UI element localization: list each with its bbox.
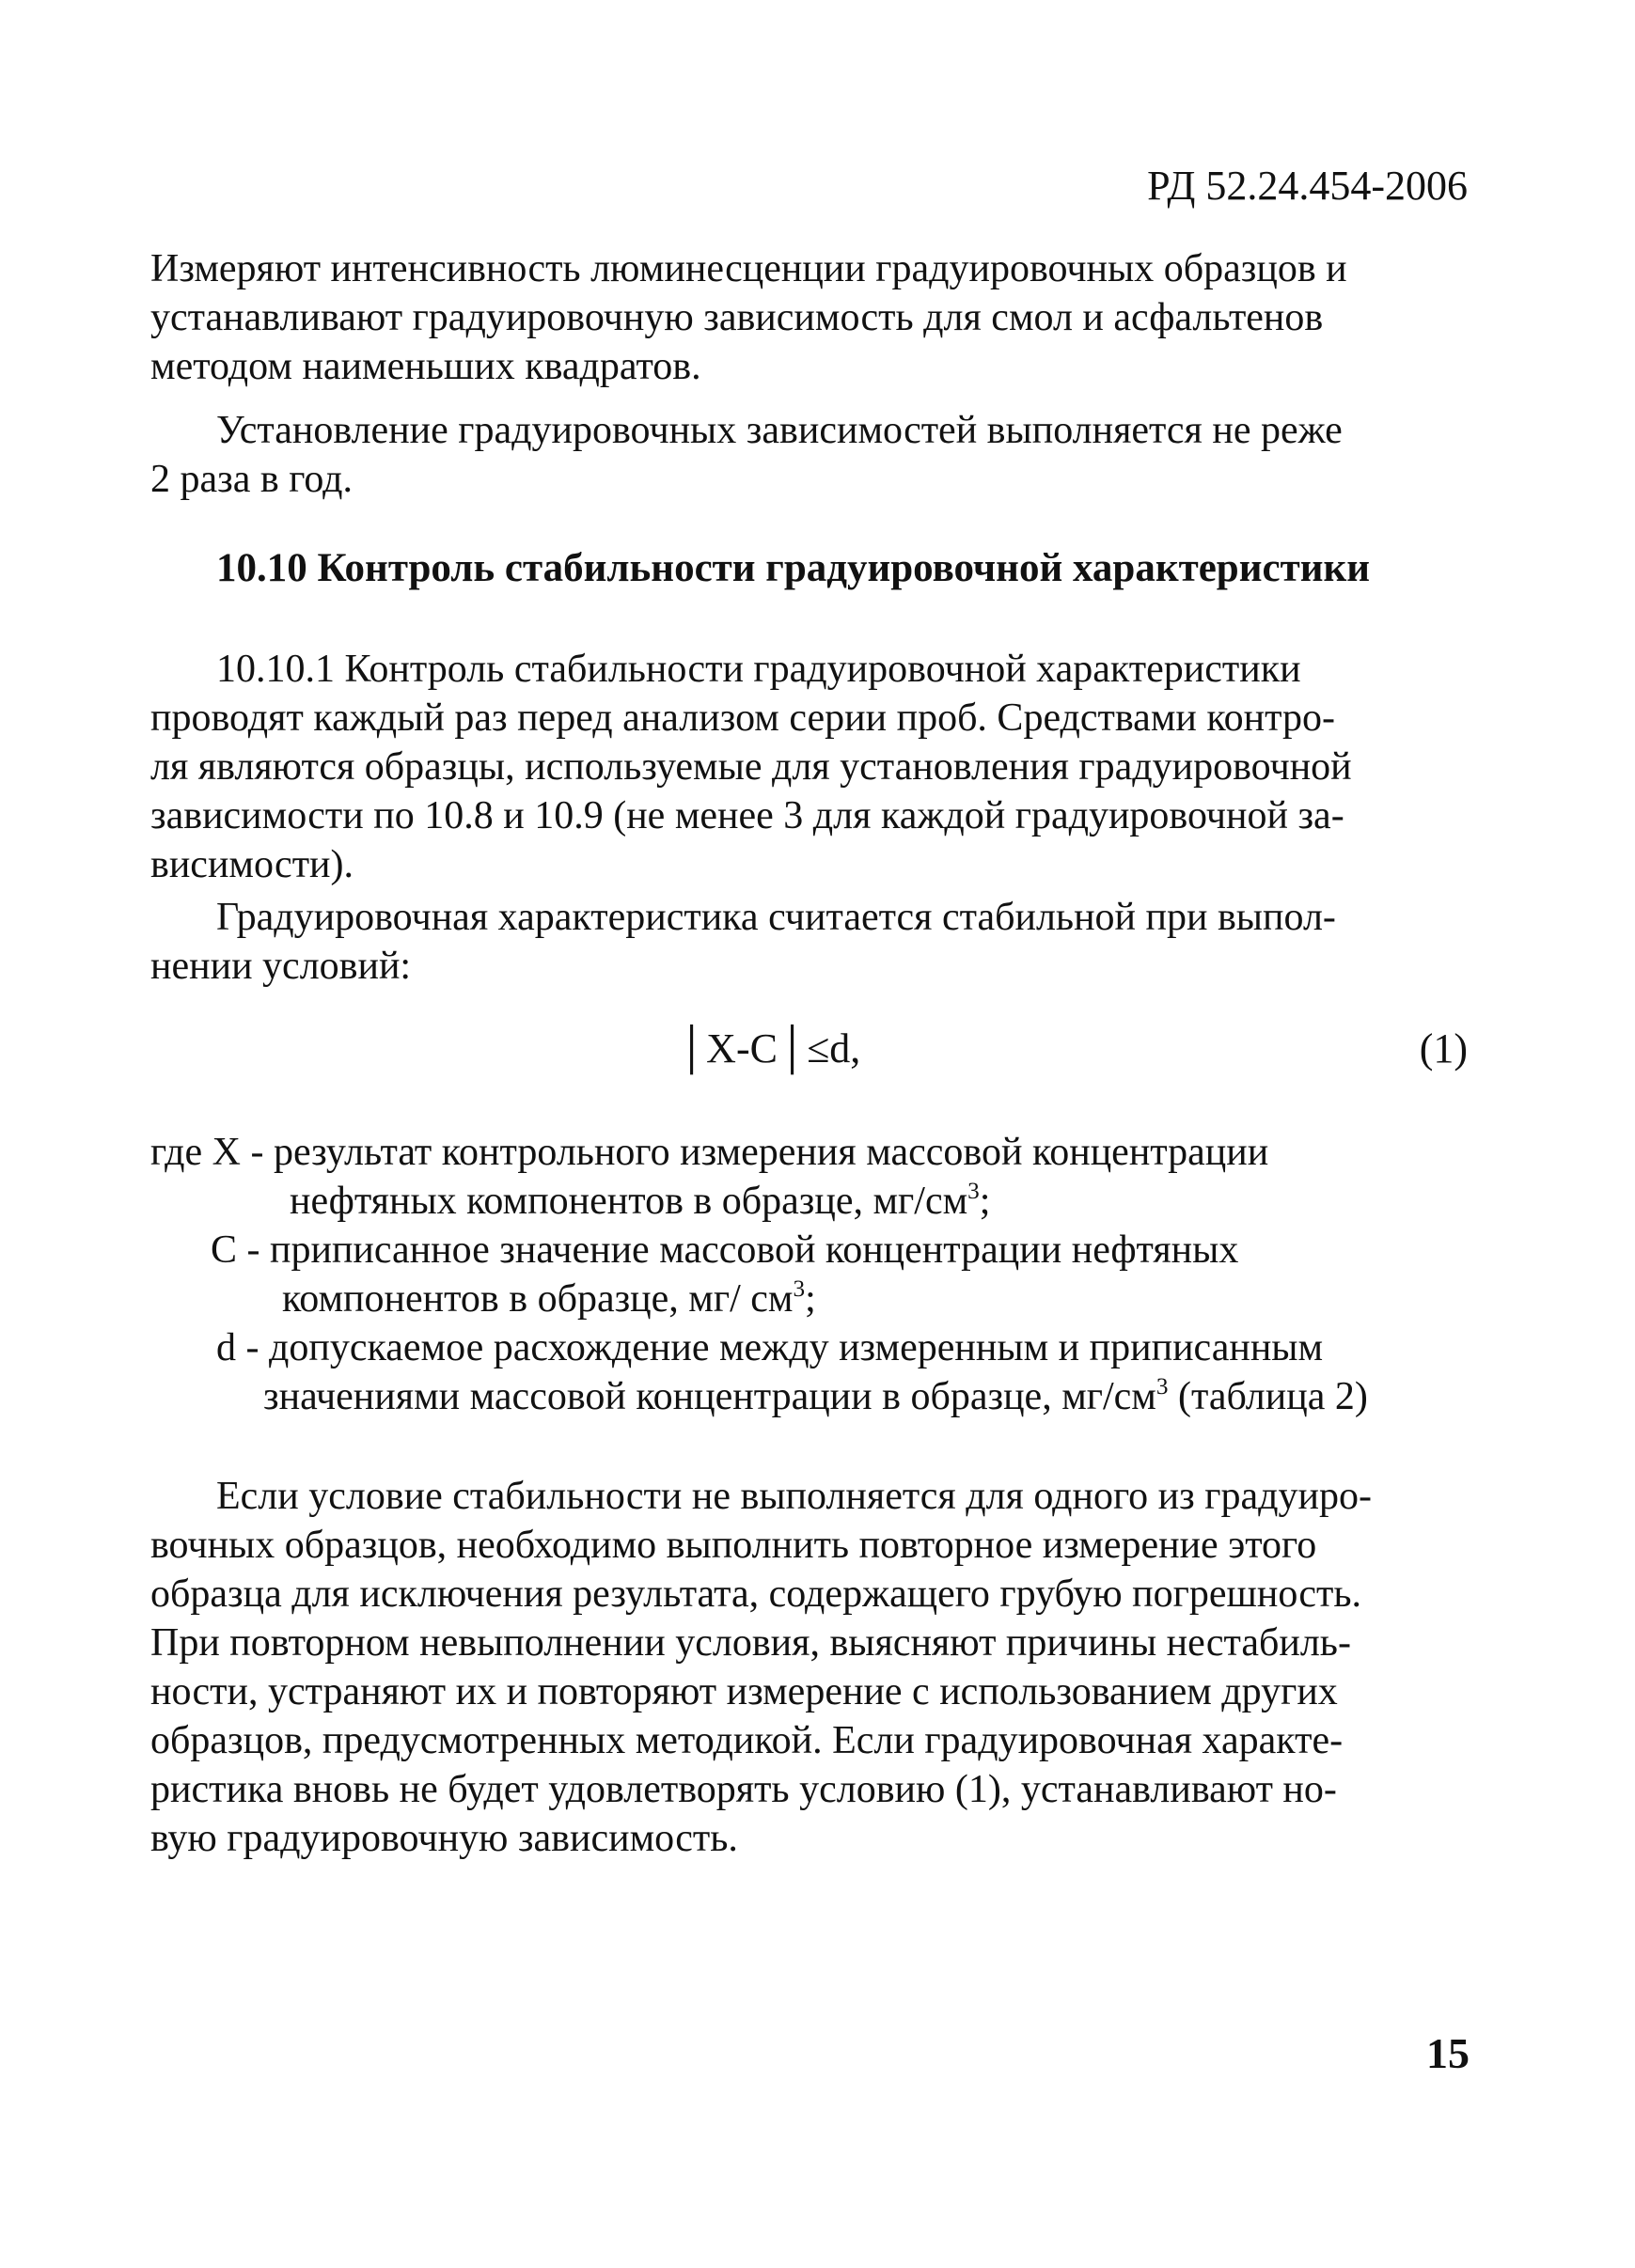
definition-c-line-1: C - приписанное значение массовой концентрации нефтяных	[211, 1228, 1239, 1272]
definition-d-cont	[150, 1372, 1486, 1421]
definition-x-line-2: нефтяных компонентов в образце, мг/см	[290, 1180, 968, 1223]
intro-paragraph-2	[150, 406, 1483, 504]
formula-expression: │X-C│≤d,	[677, 1025, 861, 1071]
definition-x-line-1: где X - результат контрольного измерения массовой концентрации	[150, 1131, 1269, 1174]
superscript: 3	[967, 1178, 980, 1204]
formula-row	[0, 1025, 1635, 1081]
text-line: 2 раза в год.	[150, 458, 354, 501]
definition-c-line-2: компонентов в образце, мг/ см	[282, 1277, 794, 1321]
superscript: 3	[793, 1275, 806, 1302]
definition-d-line-2-end: (таблица 2)	[1168, 1375, 1368, 1418]
definition-x	[150, 1128, 1486, 1177]
intro-paragraph-1	[150, 244, 1483, 391]
text-line: ристика вновь не будет удовлетворять условию (1), устанавливают но-	[150, 1768, 1337, 1811]
text-line: нении условий:	[150, 945, 412, 988]
text-line: ля являются образцы, используемые для установления градуировочной	[150, 745, 1352, 789]
text-line: Градуировочная характеристика считается стабильной при выпол-	[216, 896, 1336, 939]
definition-c-cont	[150, 1275, 1486, 1323]
text-line: вую градуировочную зависимость.	[150, 1817, 738, 1860]
document-code: РД 52.24.454-2006	[1147, 163, 1468, 209]
text-line: Измеряют интенсивность люминесценции градуировочных образцов и	[150, 247, 1347, 290]
text-line: методом наименьших квадратов.	[150, 345, 701, 388]
definition-d-line-1: d - допускаемое расхождение между измеренным и приписанным	[216, 1326, 1324, 1369]
text-line: вочных образцов, необходимо выполнить повторное измерение этого	[150, 1524, 1317, 1567]
text-line: При повторном невыполнении условия, выясняют причины нестабиль-	[150, 1621, 1351, 1665]
definition-d-line-2: значениями массовой концентрации в образце, мг/см	[263, 1375, 1156, 1418]
text-line: Установление градуировочных зависимостей выполняется не реже	[216, 409, 1343, 452]
text-line: 10.10.1 Контроль стабильности градуировочной характеристики	[216, 648, 1301, 691]
text-line: образцов, предусмотренных методикой. Если градуировочная характе-	[150, 1719, 1344, 1762]
definition-d	[150, 1323, 1486, 1372]
definition-x-cont	[150, 1177, 1486, 1226]
text-line: зависимости по 10.8 и 10.9 (не менее 3 для каждой градуировочной за-	[150, 794, 1344, 837]
closing-paragraph	[150, 1472, 1483, 1863]
formula-number: (1)	[1419, 1025, 1468, 1071]
formula-definitions	[150, 1128, 1486, 1421]
text-line: ности, устраняют их и повторяют измерение с использованием других	[150, 1670, 1338, 1713]
definition-x-line-2-end: ;	[979, 1180, 991, 1223]
superscript: 3	[1156, 1373, 1169, 1400]
text-line: образца для исключения результата, содержащего грубую погрешность.	[150, 1572, 1362, 1616]
text-line: висимости).	[150, 843, 354, 886]
section-heading: 10.10 Контроль стабильности градуировочной характеристики	[216, 546, 1371, 590]
text-line: устанавливают градуировочную зависимость для смол и асфальтенов	[150, 296, 1324, 339]
clause-paragraph-2	[150, 893, 1483, 991]
definition-c	[150, 1226, 1486, 1275]
text-line: Если условие стабильности не выполняется для одного из градуиро-	[216, 1475, 1372, 1518]
page-number: 15	[1426, 2029, 1470, 2077]
clause-paragraph-1	[150, 645, 1483, 889]
text-line: проводят каждый раз перед анализом серии проб. Средствами контро-	[150, 696, 1335, 740]
definition-c-line-2-end: ;	[805, 1277, 816, 1321]
